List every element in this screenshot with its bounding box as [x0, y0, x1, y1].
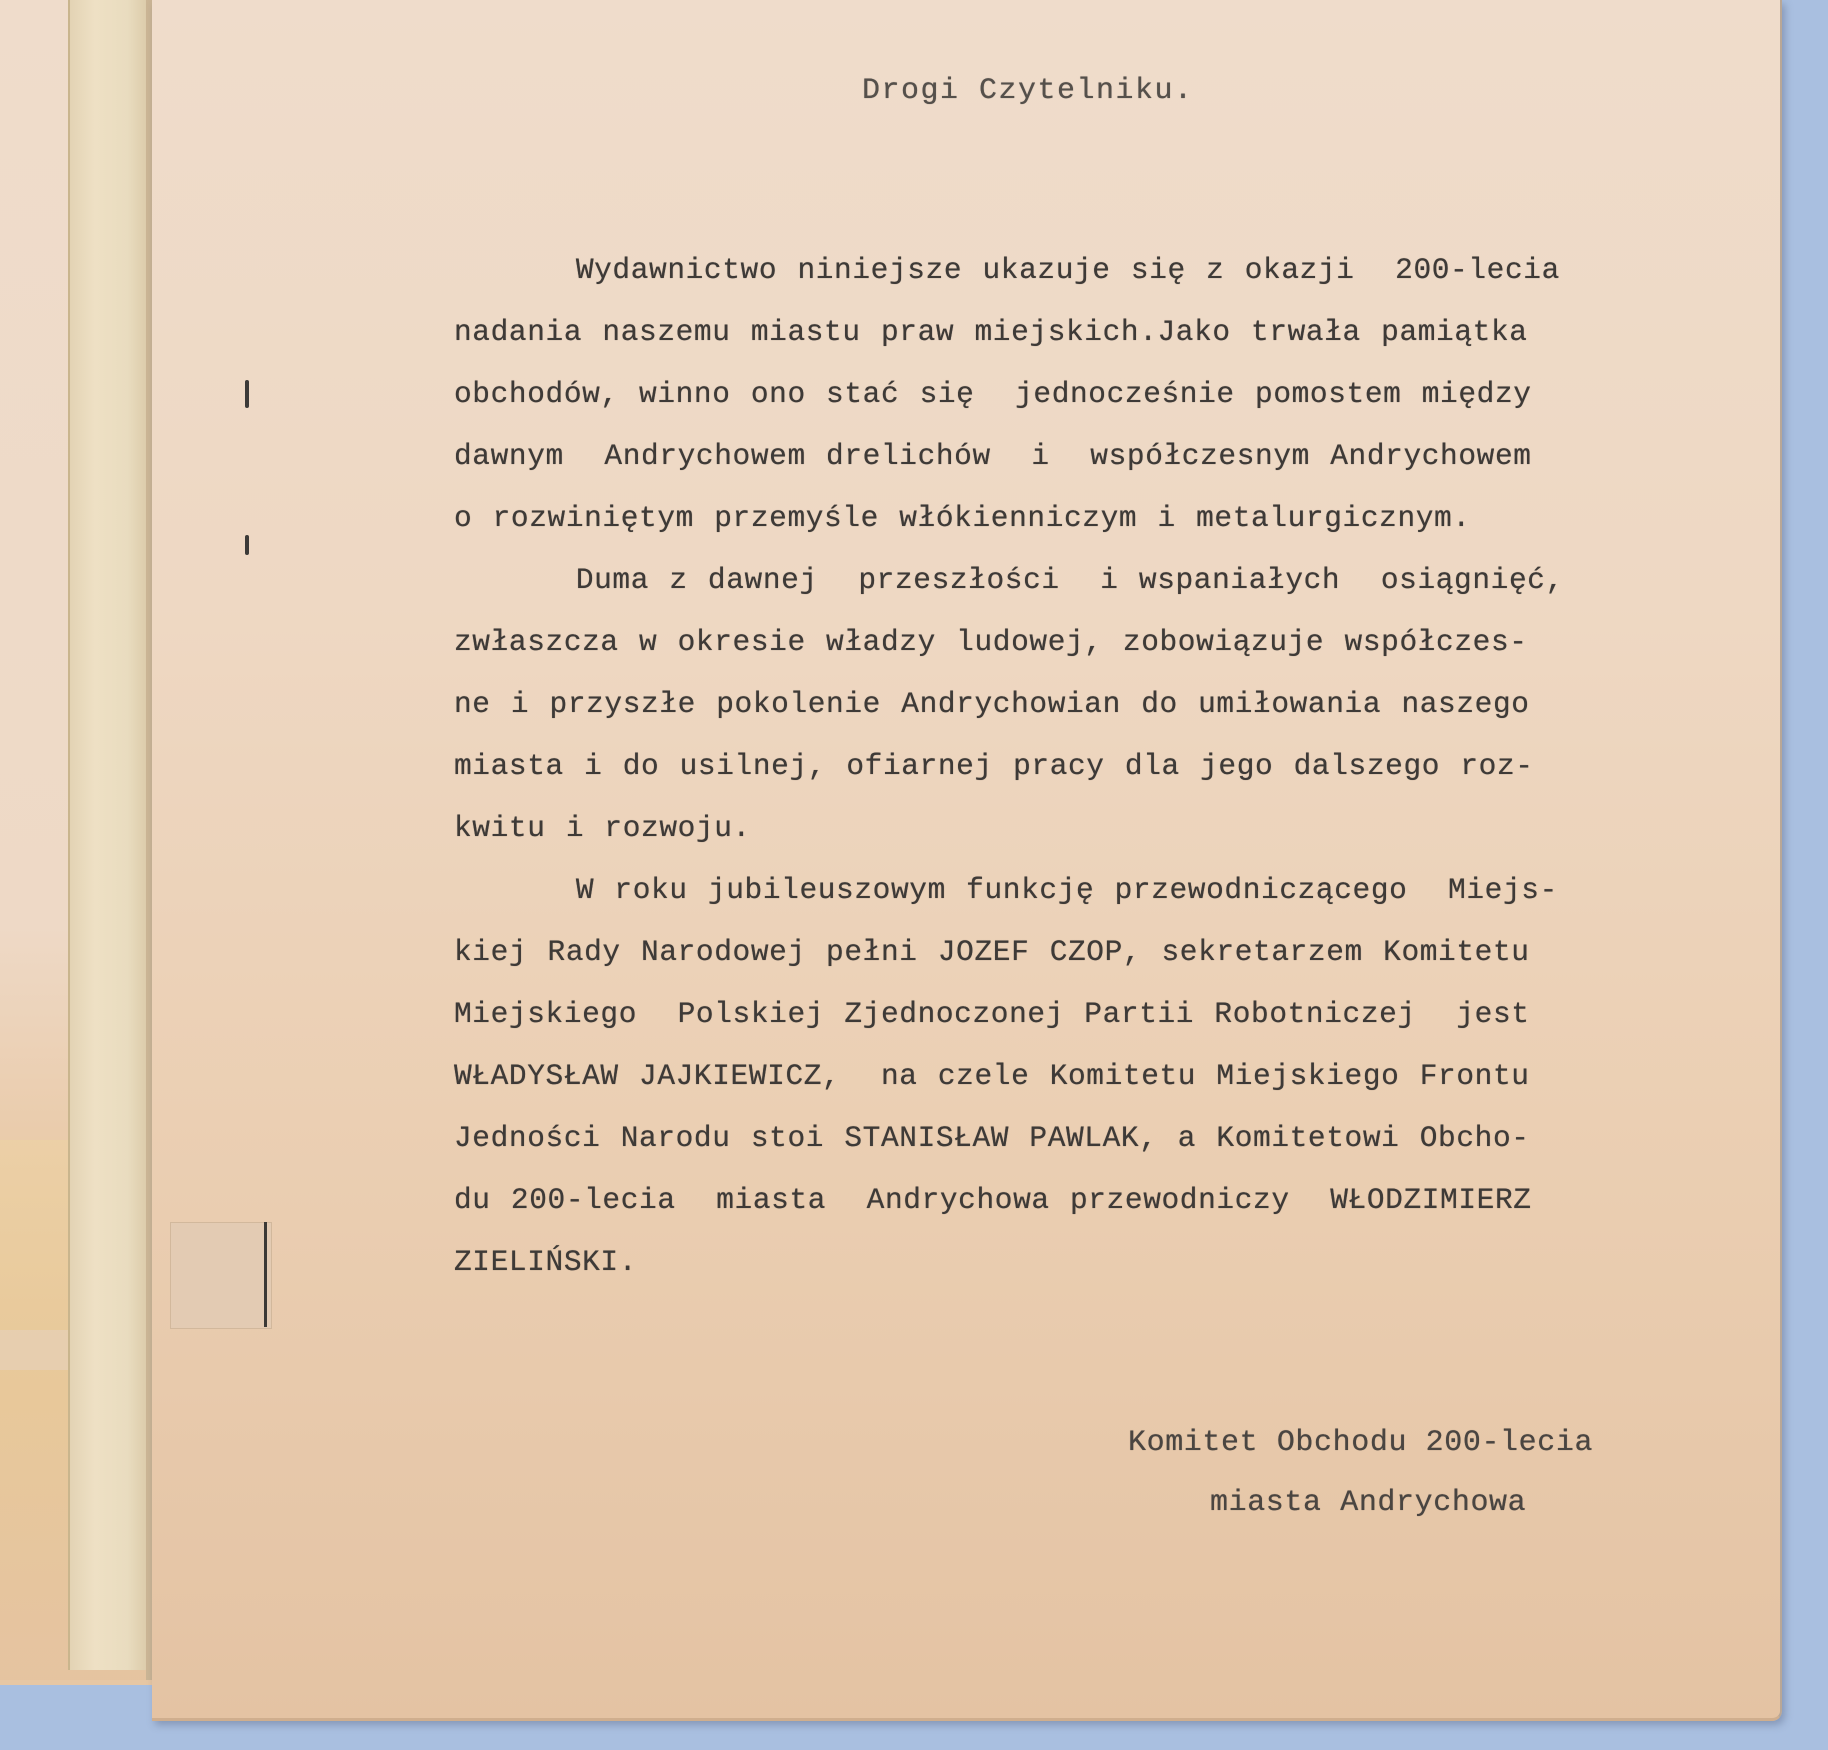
binding-tape — [68, 0, 154, 1670]
paragraph-2-line-5: kwitu i rozwoju. — [454, 811, 751, 845]
paragraph-3-line-3: Miejskiego Polskiej Zjednoczonej Partii Robotniczej jest — [454, 997, 1530, 1031]
paragraph-1-line-5: o rozwiniętym przemyśle włókienniczym i metalurgicznym. — [454, 501, 1471, 535]
signature-line-1: Komitet Obchodu 200-lecia — [1128, 1426, 1594, 1460]
paragraph-3-line-2: kiej Rady Narodowej pełni JOZEF CZOP, sekretarzem Komitetu — [454, 935, 1530, 969]
page-title: Drogi Czytelniku. — [862, 74, 1194, 108]
paragraph-3-line-5: Jedności Narodu stoi STANISŁAW PAWLAK, a Komitetowi Obcho- — [454, 1121, 1530, 1155]
paragraph-2-line-2: zwłaszcza w okresie władzy ludowej, zobowiązuje współczes- — [454, 625, 1528, 659]
paragraph-2-line-4: miasta i do usilnej, ofiarnej pracy dla jego dalszego roz- — [454, 749, 1534, 783]
paragraph-2-line-3: ne i przyszłe pokolenie Andrychowian do umiłowania naszego — [454, 687, 1530, 721]
paragraph-1-line-3: obchodów, winno ono stać się jednocześnie pomostem między — [454, 377, 1532, 411]
signature-line-2: miasta Andrychowa — [1210, 1486, 1527, 1520]
paragraph-2-line-1: Duma z dawnej przeszłości i wspaniałych osiągnięć, — [454, 563, 1564, 597]
paragraph-1-line-2: nadania naszemu miastu praw miejskich.Jako trwała pamiątka — [454, 315, 1528, 349]
paragraph-1-line-4: dawnym Andrychowem drelichów i współczesnym Andrychowem — [454, 439, 1532, 473]
staple-icon — [245, 380, 249, 408]
tape-patch — [170, 1222, 272, 1329]
paragraph-1-line-1: Wydawnictwo niniejsze ukazuje się z okazji 200-lecia — [454, 253, 1560, 287]
typed-page — [152, 0, 1782, 1721]
staple-icon — [264, 1222, 267, 1327]
paragraph-3-line-6: du 200-lecia miasta Andrychowa przewodniczy WŁODZIMIERZ — [454, 1183, 1532, 1217]
paragraph-3-line-1: W roku jubileuszowym funkcję przewodniczącego Miejs- — [454, 873, 1558, 907]
paragraph-3-line-7: ZIELIŃSKI. — [454, 1245, 638, 1279]
staple-icon — [245, 535, 249, 555]
paragraph-3-line-4: WŁADYSŁAW JAJKIEWICZ, na czele Komitetu Miejskiego Frontu — [454, 1059, 1530, 1093]
